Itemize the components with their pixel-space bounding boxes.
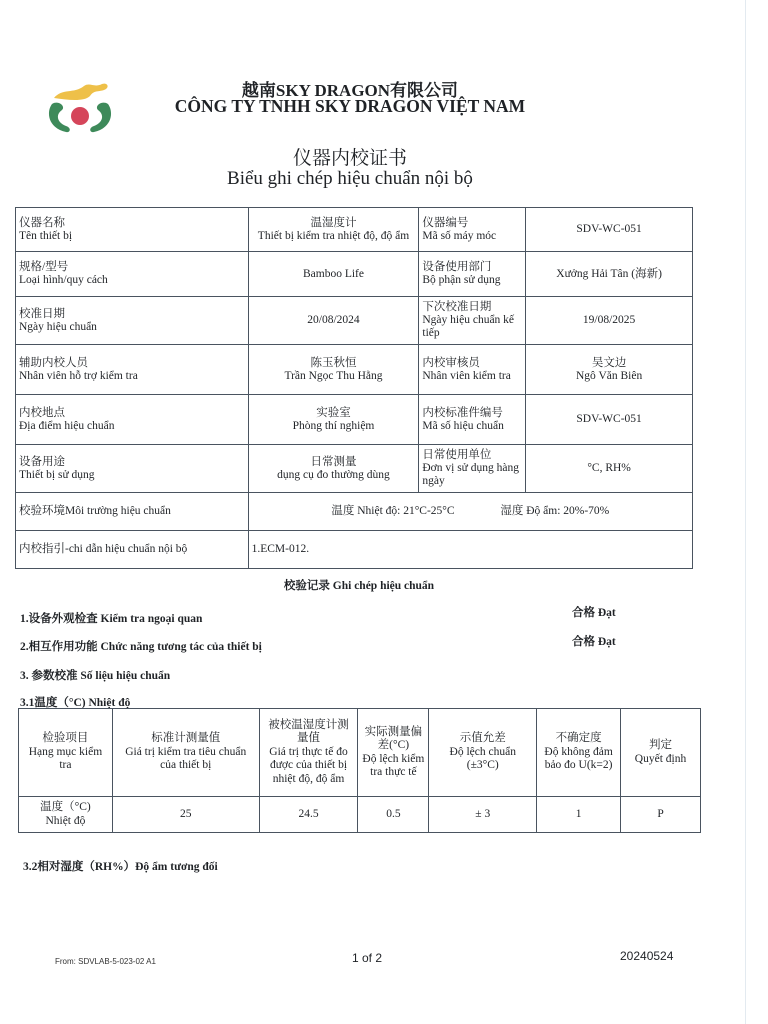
row-tolerance: ± 3 [429,797,537,833]
row-standard: 25 [112,797,259,833]
guideline-value: 1.ECM-012. [248,531,692,569]
standard-code-label: 内校标准件编号 Mã số hiệu chuẩn [419,395,526,445]
guideline-label: 内校指引-chi dẫn hiệu chuẩn nội bộ [16,531,249,569]
records-title: 校验记录 Ghi chép hiệu chuẩn [283,580,435,592]
humidity-section-title: 3.2相对湿度（RH%）Độ ẩm tương đối [23,861,218,873]
location-label: 内校地点 Địa điểm hiệu chuẩn [16,395,249,445]
department-label: 设备使用部门 Bộ phận sử dụng [419,252,526,297]
company-name-cn: 越南SKY DRAGON有限公司 [241,81,459,100]
row-deviation: 0.5 [358,797,429,833]
environment-value: 温度 Nhiệt độ: 21°C-25°C 湿度 Độ ẩm: 20%-70% [248,493,692,531]
interaction-check-label: 2.相互作用功能 Chức năng tương tác của thiết bị [20,641,262,653]
calibration-date-value: 20/08/2024 [248,297,419,345]
row-uncertainty: 1 [537,797,621,833]
usage-label: 设备用途 Thiết bị sử dụng [16,445,249,493]
location-value: 实验室 Phòng thí nghiệm [248,395,419,445]
device-name-value: 温湿度计 Thiết bị kiểm tra nhiệt độ, độ ẩm [248,208,419,252]
assistant-label: 辅助内校人员 Nhân viên hỗ trợ kiểm tra [16,345,249,395]
header-inspection-item: 检验项目 Hạng mục kiểm tra [19,709,113,797]
appearance-check-result: 合格 Đạt [572,607,616,619]
assistant-value: 陈玉秋恒 Trần Ngọc Thu Hằng [248,345,419,395]
usage-value: 日常测量 dụng cụ đo thường dùng [248,445,419,493]
temperature-results-table [18,708,701,833]
scan-edge-line [745,0,746,1024]
table-row [19,797,701,833]
company-name-vn: CÔNG TY TNHH SKY DRAGON VIỆT NAM [174,96,526,116]
device-code-label: 仪器编号 Mã số máy móc [419,208,526,252]
next-calibration-date-value: 19/08/2025 [526,297,693,345]
footer-page-number: 1 of 2 [352,951,383,965]
device-name-label: 仪器名称 Tên thiết bị [16,208,249,252]
inspector-value: 吴文边 Ngô Văn Biên [526,345,693,395]
temperature-section-title: 3.1温度（°C) Nhiệt độ [20,697,131,709]
document-title-vn: Biểu ghi chép hiệu chuẩn nội bộ [227,168,473,189]
environment-label: 校验环境Môi trường hiệu chuẩn [16,493,249,531]
model-value: Bamboo Life [248,252,419,297]
model-label: 规格/型号 Loại hình/quy cách [16,252,249,297]
document-title-cn: 仪器内校证书 [292,148,407,169]
header-uncertainty: 不确定度 Độ không đảm bảo đo U(k=2) [537,709,621,797]
standard-code-value: SDV-WC-051 [526,395,693,445]
row-item: 温度（°C) Nhiệt độ [19,797,113,833]
row-decision: P [621,797,701,833]
unit-value: °C, RH% [526,445,693,493]
appearance-check-label: 1.设备外观检查 Kiểm tra ngoại quan [20,613,203,625]
device-info-table [15,207,693,569]
unit-label: 日常使用单位 Đơn vị sử dụng hàng ngày [419,445,526,493]
interaction-check-result: 合格 Đạt [572,636,616,648]
device-code-value: SDV-WC-051 [526,208,693,252]
header-measured-value: 被校温湿度计测量值 Giá trị thực tế đo được của thiết bị nhiệt độ, độ ẩm [259,709,358,797]
header-tolerance: 示值允差 Độ lệch chuẩn (±3°C) [429,709,537,797]
sky-dragon-logo-icon [44,78,116,138]
next-calibration-date-label: 下次校准日期 Ngày hiệu chuẩn kế tiếp [419,297,526,345]
header-deviation: 实际测量偏差(°C) Độ lệch kiểm tra thực tế [358,709,429,797]
parameter-calibration-label: 3. 参数校准 Số liệu hiệu chuẩn [20,670,171,682]
row-measured: 24.5 [259,797,358,833]
department-value: Xưởng Hải Tân (海新) [526,252,693,297]
inspector-label: 内校审核员 Nhân viên kiểm tra [419,345,526,395]
footer-form-code: From: SDVLAB-5-023-02 A1 [55,957,156,966]
footer-version-date: 20240524 [620,949,674,963]
header-decision: 判定 Quyết định [621,709,701,797]
calibration-date-label: 校准日期 Ngày hiệu chuẩn [16,297,249,345]
header-standard-value: 标准计测量值 Giá trị kiểm tra tiêu chuẩn của thiết bị [112,709,259,797]
